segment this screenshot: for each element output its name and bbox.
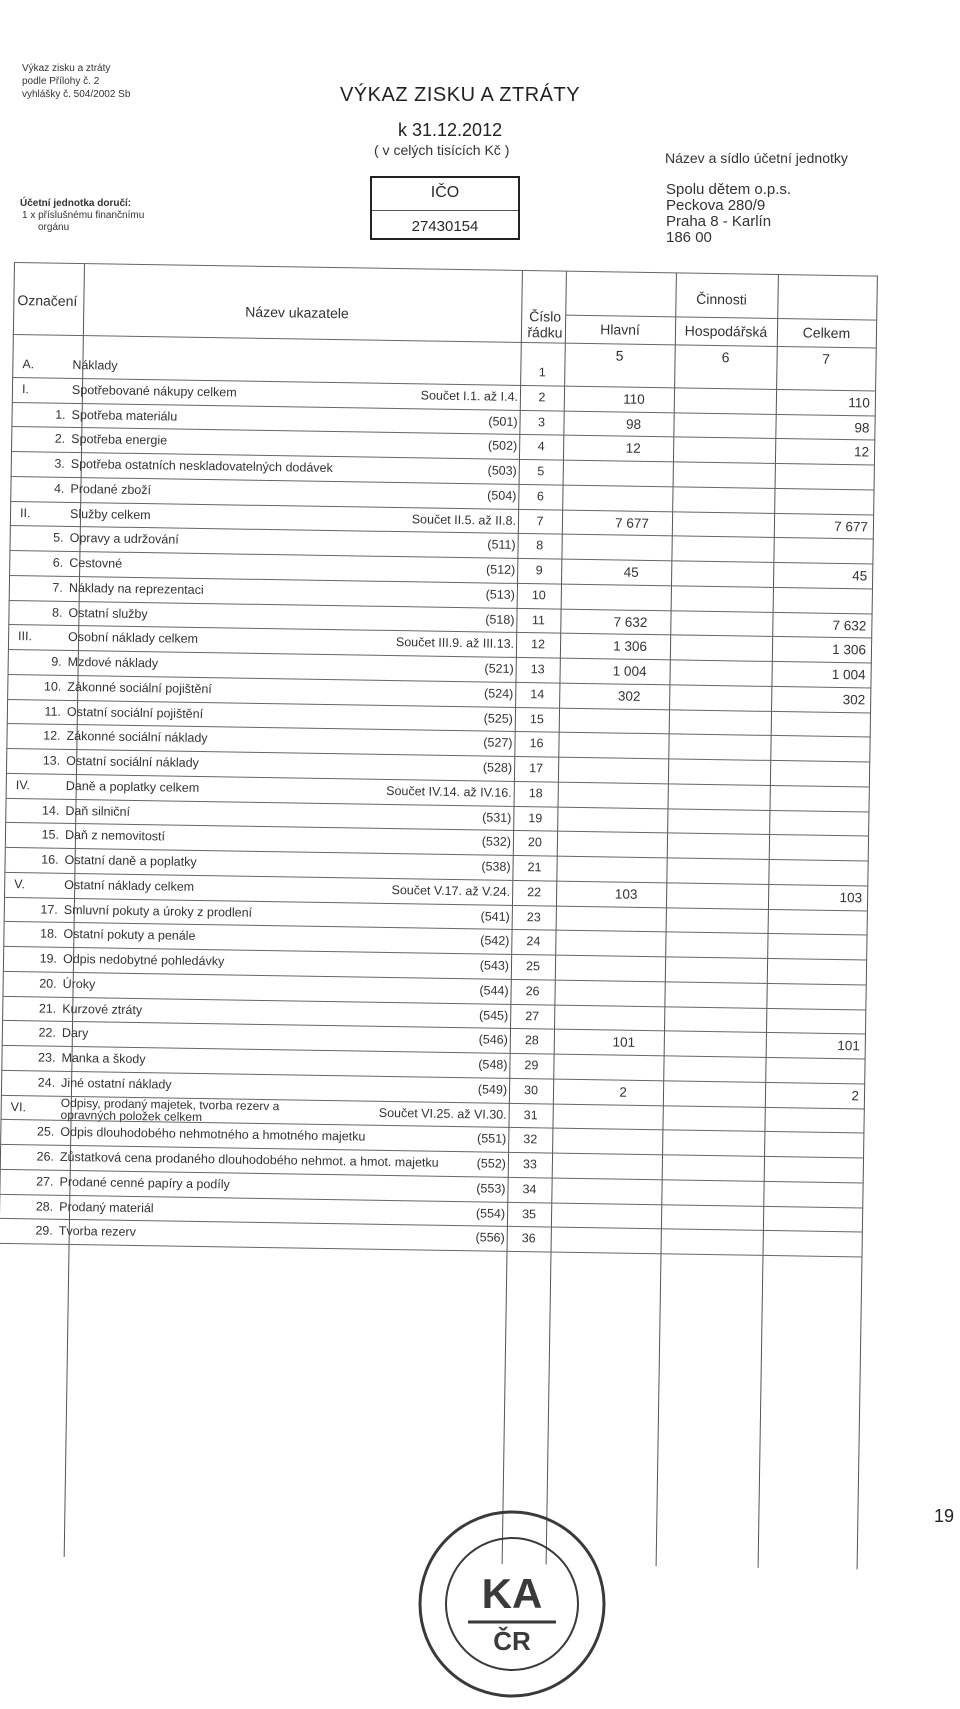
row-indicator-name: Ostatní pokuty a penále bbox=[63, 927, 195, 943]
row-total-value: 7 632 bbox=[784, 617, 872, 633]
row-indicator-name: Odpis nedobytné pohledávky bbox=[63, 952, 224, 969]
form-note-line: podle Přílohy č. 2 bbox=[22, 75, 130, 88]
row-main-activity-value bbox=[573, 1108, 673, 1110]
row-total-value bbox=[788, 369, 876, 370]
row-total-value bbox=[782, 790, 870, 791]
ico-value: 27430154 bbox=[372, 218, 518, 235]
row-line-number: 33 bbox=[508, 1157, 552, 1172]
row-item-number: 16. bbox=[41, 852, 59, 866]
column-header-activities: Činnosti bbox=[565, 289, 877, 310]
row-line-number: 25 bbox=[511, 959, 555, 974]
row-main-activity-value: 110 bbox=[584, 391, 684, 408]
row-item-number: 29. bbox=[35, 1224, 53, 1238]
row-account-reference: (546) bbox=[322, 1030, 508, 1047]
row-item-number: 22. bbox=[38, 1026, 56, 1040]
row-total-value: 1 004 bbox=[784, 666, 872, 682]
row-indicator-name: Ostatní daně a poplatky bbox=[65, 853, 197, 869]
row-total-value: 45 bbox=[785, 567, 873, 583]
row-account-reference bbox=[332, 362, 518, 365]
row-account-reference: (544) bbox=[323, 981, 509, 998]
row-account-reference: (512) bbox=[329, 560, 515, 577]
row-main-activity-value bbox=[572, 1183, 672, 1185]
row-indicator-name: Odpisy, prodaný majetek, tvorba rezerv a opravných položek celkem bbox=[61, 1096, 297, 1124]
row-main-activity-value bbox=[572, 1158, 672, 1160]
row-main-activity-value: 101 bbox=[574, 1034, 674, 1051]
row-indicator-name: Kurzové ztráty bbox=[62, 1001, 142, 1016]
row-indicator-name: Osobní náklady celkem bbox=[68, 630, 198, 646]
row-indicator-name: Spotřeba energie bbox=[71, 432, 167, 448]
row-item-number: 14. bbox=[41, 803, 59, 817]
row-designation: II. bbox=[20, 506, 31, 520]
row-main-activity-value bbox=[582, 490, 682, 492]
auditor-stamp-graphic bbox=[412, 1504, 612, 1704]
row-main-activity-value: 1 306 bbox=[580, 638, 680, 655]
row-total-value bbox=[780, 914, 868, 915]
row-total-value bbox=[775, 1235, 863, 1236]
row-main-activity-value bbox=[571, 1207, 671, 1209]
row-account-reference: Součet II.5. až II.8. bbox=[330, 510, 516, 527]
row-item-number: 2. bbox=[47, 432, 65, 446]
row-indicator-name: Ostatní služby bbox=[68, 605, 147, 620]
column-header-main: Hlavní bbox=[565, 321, 675, 339]
column-header-name: Název ukazatele bbox=[245, 304, 349, 322]
row-account-reference: Součet I.1. až I.4. bbox=[332, 387, 518, 404]
row-main-activity-value: 98 bbox=[583, 415, 683, 432]
row-main-activity-value bbox=[577, 811, 677, 813]
row-indicator-name: Prodané zboží bbox=[70, 482, 151, 497]
row-indicator-name: Daň z nemovitostí bbox=[65, 828, 165, 844]
row-account-reference: (543) bbox=[323, 956, 509, 973]
row-line-number: 6 bbox=[518, 489, 562, 504]
row-account-reference: Součet V.17. až V.24. bbox=[324, 882, 510, 899]
form-reference-note bbox=[22, 62, 130, 101]
row-account-reference: (504) bbox=[330, 486, 516, 503]
row-account-reference: (538) bbox=[324, 857, 510, 874]
row-main-activity-value bbox=[575, 985, 675, 987]
recipient-note bbox=[20, 198, 144, 234]
row-total-value bbox=[776, 1161, 864, 1162]
row-line-number: 17 bbox=[514, 761, 558, 776]
row-main-activity-value bbox=[574, 1059, 674, 1061]
row-main-activity-value bbox=[575, 935, 675, 937]
row-line-number: 27 bbox=[510, 1008, 554, 1023]
entity-line: Peckova 280/9 bbox=[666, 198, 791, 214]
row-indicator-name: Jiné ostatní náklady bbox=[61, 1076, 172, 1092]
row-line-number: 7 bbox=[518, 513, 562, 528]
row-line-number: 26 bbox=[511, 984, 555, 999]
row-item-number: 24. bbox=[37, 1075, 55, 1089]
row-item-number: 7. bbox=[45, 580, 63, 594]
row-line-number: 32 bbox=[508, 1132, 552, 1147]
table-border bbox=[565, 315, 877, 321]
row-main-activity-value: 7 677 bbox=[582, 514, 682, 531]
row-main-activity-value bbox=[584, 366, 684, 368]
row-main-activity-value bbox=[571, 1232, 671, 1234]
row-main-activity-value bbox=[572, 1133, 672, 1135]
row-total-value bbox=[778, 1062, 866, 1063]
row-item-number: 21. bbox=[38, 1001, 56, 1015]
column-header-economic: Hospodářská bbox=[675, 322, 777, 340]
row-indicator-name: Služby celkem bbox=[70, 506, 151, 521]
row-total-value bbox=[783, 716, 871, 717]
row-main-activity-value: 45 bbox=[581, 564, 681, 581]
row-total-value bbox=[776, 1186, 864, 1187]
row-item-number: 1. bbox=[48, 407, 66, 421]
row-total-value: 110 bbox=[788, 394, 876, 410]
svg-text:KA: KA bbox=[482, 1570, 543, 1617]
column-header-total: Celkem bbox=[777, 324, 876, 342]
row-designation: IV. bbox=[16, 778, 30, 792]
row-total-value bbox=[776, 1136, 864, 1137]
row-line-number: 8 bbox=[518, 538, 562, 553]
row-account-reference: (542) bbox=[323, 931, 509, 948]
row-line-number: 18 bbox=[514, 786, 558, 801]
column-number: 5 bbox=[564, 347, 674, 365]
row-total-value bbox=[779, 938, 867, 939]
row-total-value: 2 bbox=[777, 1087, 865, 1103]
row-line-number: 3 bbox=[519, 414, 563, 429]
row-main-activity-value bbox=[581, 589, 681, 591]
row-indicator-name: Náklady na reprezentaci bbox=[69, 581, 204, 597]
recipient-line: orgánu bbox=[20, 222, 144, 234]
row-line-number: 13 bbox=[516, 662, 560, 677]
row-item-number: 26. bbox=[36, 1149, 54, 1163]
row-account-reference: (501) bbox=[331, 412, 517, 429]
row-total-value bbox=[786, 542, 874, 543]
row-main-activity-value bbox=[577, 861, 677, 863]
row-total-value bbox=[779, 988, 867, 989]
entity-line: Spolu dětem o.p.s. bbox=[666, 182, 791, 198]
recipient-line: 1 x příslušnému finančnímu bbox=[20, 210, 144, 222]
row-designation: I. bbox=[22, 382, 29, 396]
row-line-number: 5 bbox=[519, 464, 563, 479]
row-indicator-name: Cestovné bbox=[69, 556, 122, 571]
row-item-number: 27. bbox=[35, 1174, 53, 1188]
row-indicator-name: Spotřebované nákupy celkem bbox=[72, 383, 237, 400]
row-total-value bbox=[782, 765, 870, 766]
column-number: 6 bbox=[674, 348, 776, 366]
row-account-reference: (545) bbox=[322, 1005, 508, 1022]
row-item-number: 20. bbox=[39, 976, 57, 990]
page-number: 19 bbox=[934, 1506, 954, 1527]
row-account-reference: (531) bbox=[325, 807, 511, 824]
row-indicator-name: Spotřeba materiálu bbox=[72, 407, 178, 423]
row-total-value bbox=[779, 963, 867, 964]
row-item-number: 28. bbox=[35, 1199, 53, 1213]
row-account-reference: (556) bbox=[319, 1228, 505, 1245]
column-header-line: Číslo řádku bbox=[523, 308, 567, 341]
row-indicator-name: Ostatní sociální pojištění bbox=[67, 704, 203, 720]
row-line-number: 31 bbox=[509, 1107, 553, 1122]
row-account-reference: (553) bbox=[319, 1179, 505, 1196]
currency-units: ( v celých tisících Kč ) bbox=[374, 142, 509, 158]
row-designation: V. bbox=[14, 877, 25, 891]
row-line-number: 4 bbox=[519, 439, 563, 454]
row-indicator-name: Opravy a udržování bbox=[70, 531, 179, 547]
row-main-activity-value bbox=[582, 539, 682, 541]
row-total-value: 1 306 bbox=[784, 641, 872, 657]
row-indicator-name: Daně a poplatky celkem bbox=[66, 779, 200, 795]
row-account-reference: Součet IV.14. až IV.16. bbox=[326, 783, 512, 800]
row-item-number: 12. bbox=[42, 729, 60, 743]
row-total-value: 101 bbox=[778, 1037, 866, 1053]
row-indicator-name: Ostatní náklady celkem bbox=[64, 878, 194, 894]
row-total-value: 103 bbox=[780, 889, 868, 905]
row-main-activity-value: 1 004 bbox=[580, 663, 680, 680]
row-indicator-name: Zákonné sociální náklady bbox=[66, 729, 207, 745]
row-indicator-name: Náklady bbox=[72, 358, 117, 373]
row-account-reference: (513) bbox=[329, 585, 515, 602]
row-indicator-name: Mzdové náklady bbox=[68, 655, 159, 670]
entity-line: Praha 8 - Karlín bbox=[666, 214, 791, 230]
row-item-number: 10. bbox=[43, 679, 61, 693]
row-account-reference: (518) bbox=[328, 609, 514, 626]
row-main-activity-value: 103 bbox=[576, 886, 676, 903]
row-line-number: 24 bbox=[511, 934, 555, 949]
row-main-activity-value bbox=[579, 737, 679, 739]
table-border bbox=[14, 262, 878, 277]
document-title: VÝKAZ ZISKU A ZTRÁTY bbox=[340, 84, 580, 107]
row-line-number: 20 bbox=[513, 835, 557, 850]
form-note-line: vyhlášky č. 504/2002 Sb bbox=[22, 88, 130, 101]
row-indicator-name: Ostatní sociální náklady bbox=[66, 754, 199, 770]
row-account-reference: Součet III.9. až III.13. bbox=[328, 634, 514, 651]
row-indicator-name: Úroky bbox=[63, 977, 96, 992]
row-item-number: 5. bbox=[46, 531, 64, 545]
row-indicator-name: Smluvní pokuty a úroky z prodlení bbox=[64, 902, 252, 919]
row-main-activity-value: 302 bbox=[579, 688, 679, 705]
row-line-number: 14 bbox=[515, 687, 559, 702]
row-account-reference: Součet VI.25. až VI.30. bbox=[321, 1104, 507, 1121]
entity-address bbox=[666, 182, 791, 246]
row-item-number: 4. bbox=[46, 481, 64, 495]
row-indicator-name: Dary bbox=[62, 1026, 89, 1040]
row-total-value bbox=[783, 740, 871, 741]
row-total-value bbox=[781, 839, 869, 840]
row-account-reference: (527) bbox=[326, 733, 512, 750]
row-line-number: 36 bbox=[507, 1231, 551, 1246]
recipient-label: Účetní jednotka doručí: bbox=[20, 198, 144, 210]
row-main-activity-value: 2 bbox=[573, 1084, 673, 1101]
row-line-number: 10 bbox=[517, 588, 561, 603]
row-main-activity-value bbox=[574, 1009, 674, 1011]
row-line-number: 9 bbox=[517, 563, 561, 578]
row-line-number: 28 bbox=[510, 1033, 554, 1048]
row-main-activity-value bbox=[578, 787, 678, 789]
row-item-number: 19. bbox=[39, 951, 57, 965]
auditor-stamp bbox=[412, 1504, 612, 1704]
row-account-reference: (541) bbox=[324, 906, 510, 923]
row-designation: A. bbox=[22, 357, 34, 371]
row-main-activity-value bbox=[576, 910, 676, 912]
row-account-reference: (548) bbox=[321, 1055, 507, 1072]
row-total-value bbox=[781, 815, 869, 816]
row-item-number: 17. bbox=[40, 902, 58, 916]
row-indicator-name: Daň silniční bbox=[65, 803, 130, 818]
row-line-number: 15 bbox=[515, 711, 559, 726]
row-line-number: 1 bbox=[520, 365, 564, 380]
row-line-number: 35 bbox=[507, 1206, 551, 1221]
row-indicator-name: Spotřeba ostatních neskladovatelných dodávek bbox=[71, 457, 333, 475]
row-main-activity-value bbox=[578, 762, 678, 764]
row-total-value bbox=[781, 864, 869, 865]
row-account-reference: (511) bbox=[330, 535, 516, 552]
row-line-number: 34 bbox=[507, 1182, 551, 1197]
report-date: k 31.12.2012 bbox=[398, 120, 502, 141]
income-statement-table bbox=[0, 262, 878, 1569]
row-account-reference: (551) bbox=[320, 1129, 506, 1146]
entity-heading: Název a sídlo účetní jednotky bbox=[665, 150, 848, 166]
row-main-activity-value bbox=[579, 712, 679, 714]
row-account-reference: (549) bbox=[321, 1080, 507, 1097]
row-account-reference: (502) bbox=[331, 436, 517, 453]
entity-line: 186 00 bbox=[666, 230, 791, 246]
row-item-number: 23. bbox=[37, 1050, 55, 1064]
row-account-reference: (521) bbox=[328, 659, 514, 676]
row-account-reference: (532) bbox=[325, 832, 511, 849]
row-line-number: 29 bbox=[509, 1058, 553, 1073]
row-total-value bbox=[777, 1112, 865, 1113]
row-main-activity-value: 7 632 bbox=[580, 613, 680, 630]
row-line-number: 22 bbox=[512, 885, 556, 900]
row-main-activity-value: 12 bbox=[583, 440, 683, 457]
row-total-value bbox=[787, 468, 875, 469]
row-account-reference: (503) bbox=[331, 461, 517, 478]
svg-text:ČR: ČR bbox=[493, 1626, 531, 1656]
row-item-number: 3. bbox=[47, 457, 65, 471]
row-total-value bbox=[775, 1211, 863, 1212]
row-total-value bbox=[778, 1013, 866, 1014]
row-line-number: 23 bbox=[512, 909, 556, 924]
row-indicator-name: Zůstatková cena prodaného dlouhodobého nehmot. a hmot. majetku bbox=[60, 1150, 439, 1170]
row-item-number: 15. bbox=[41, 828, 59, 842]
column-number: 7 bbox=[776, 350, 875, 368]
row-designation: III. bbox=[18, 629, 32, 643]
row-main-activity-value bbox=[575, 960, 675, 962]
row-line-number: 16 bbox=[514, 736, 558, 751]
row-indicator-name: Odpis dlouhodobého nehmotného a hmotného majetku bbox=[60, 1125, 365, 1144]
row-main-activity-value bbox=[577, 836, 677, 838]
row-indicator-name: Manka a škody bbox=[61, 1051, 145, 1066]
row-main-activity-value bbox=[583, 465, 683, 467]
row-account-reference: (554) bbox=[319, 1203, 505, 1220]
row-item-number: 18. bbox=[39, 927, 57, 941]
row-line-number: 21 bbox=[512, 860, 556, 875]
row-line-number: 30 bbox=[509, 1083, 553, 1098]
row-account-reference: (524) bbox=[327, 684, 513, 701]
row-total-value: 12 bbox=[787, 443, 875, 459]
row-account-reference: (525) bbox=[327, 708, 513, 725]
ico-label: IČO bbox=[372, 184, 518, 202]
row-designation: VI. bbox=[11, 1100, 27, 1114]
row-item-number: 6. bbox=[45, 556, 63, 570]
row-total-value: 98 bbox=[787, 419, 875, 435]
row-line-number: 2 bbox=[520, 390, 564, 405]
row-line-number: 19 bbox=[513, 810, 557, 825]
row-total-value: 7 677 bbox=[786, 518, 874, 534]
row-line-number: 11 bbox=[516, 612, 560, 627]
row-item-number: 25. bbox=[36, 1125, 54, 1139]
row-item-number: 9. bbox=[44, 655, 62, 669]
row-line-number: 12 bbox=[516, 637, 560, 652]
row-indicator-name: Zákonné sociální pojištění bbox=[67, 680, 212, 696]
row-indicator-name: Prodané cenné papíry a podíly bbox=[59, 1175, 229, 1192]
form-note-line: Výkaz zisku a ztráty bbox=[22, 62, 130, 75]
row-indicator-name: Prodaný materiál bbox=[59, 1199, 154, 1214]
row-item-number: 11. bbox=[43, 704, 61, 718]
row-total-value: 302 bbox=[783, 691, 871, 707]
row-indicator-name: Tvorba rezerv bbox=[59, 1224, 136, 1239]
row-account-reference: (552) bbox=[320, 1154, 506, 1171]
column-header-mark: Označení bbox=[17, 292, 77, 309]
ico-box bbox=[370, 176, 520, 240]
row-total-value bbox=[786, 493, 874, 494]
row-total-value bbox=[785, 592, 873, 593]
row-item-number: 8. bbox=[44, 605, 62, 619]
ico-divider bbox=[372, 210, 518, 211]
row-item-number: 13. bbox=[42, 754, 60, 768]
row-account-reference: (528) bbox=[326, 758, 512, 775]
